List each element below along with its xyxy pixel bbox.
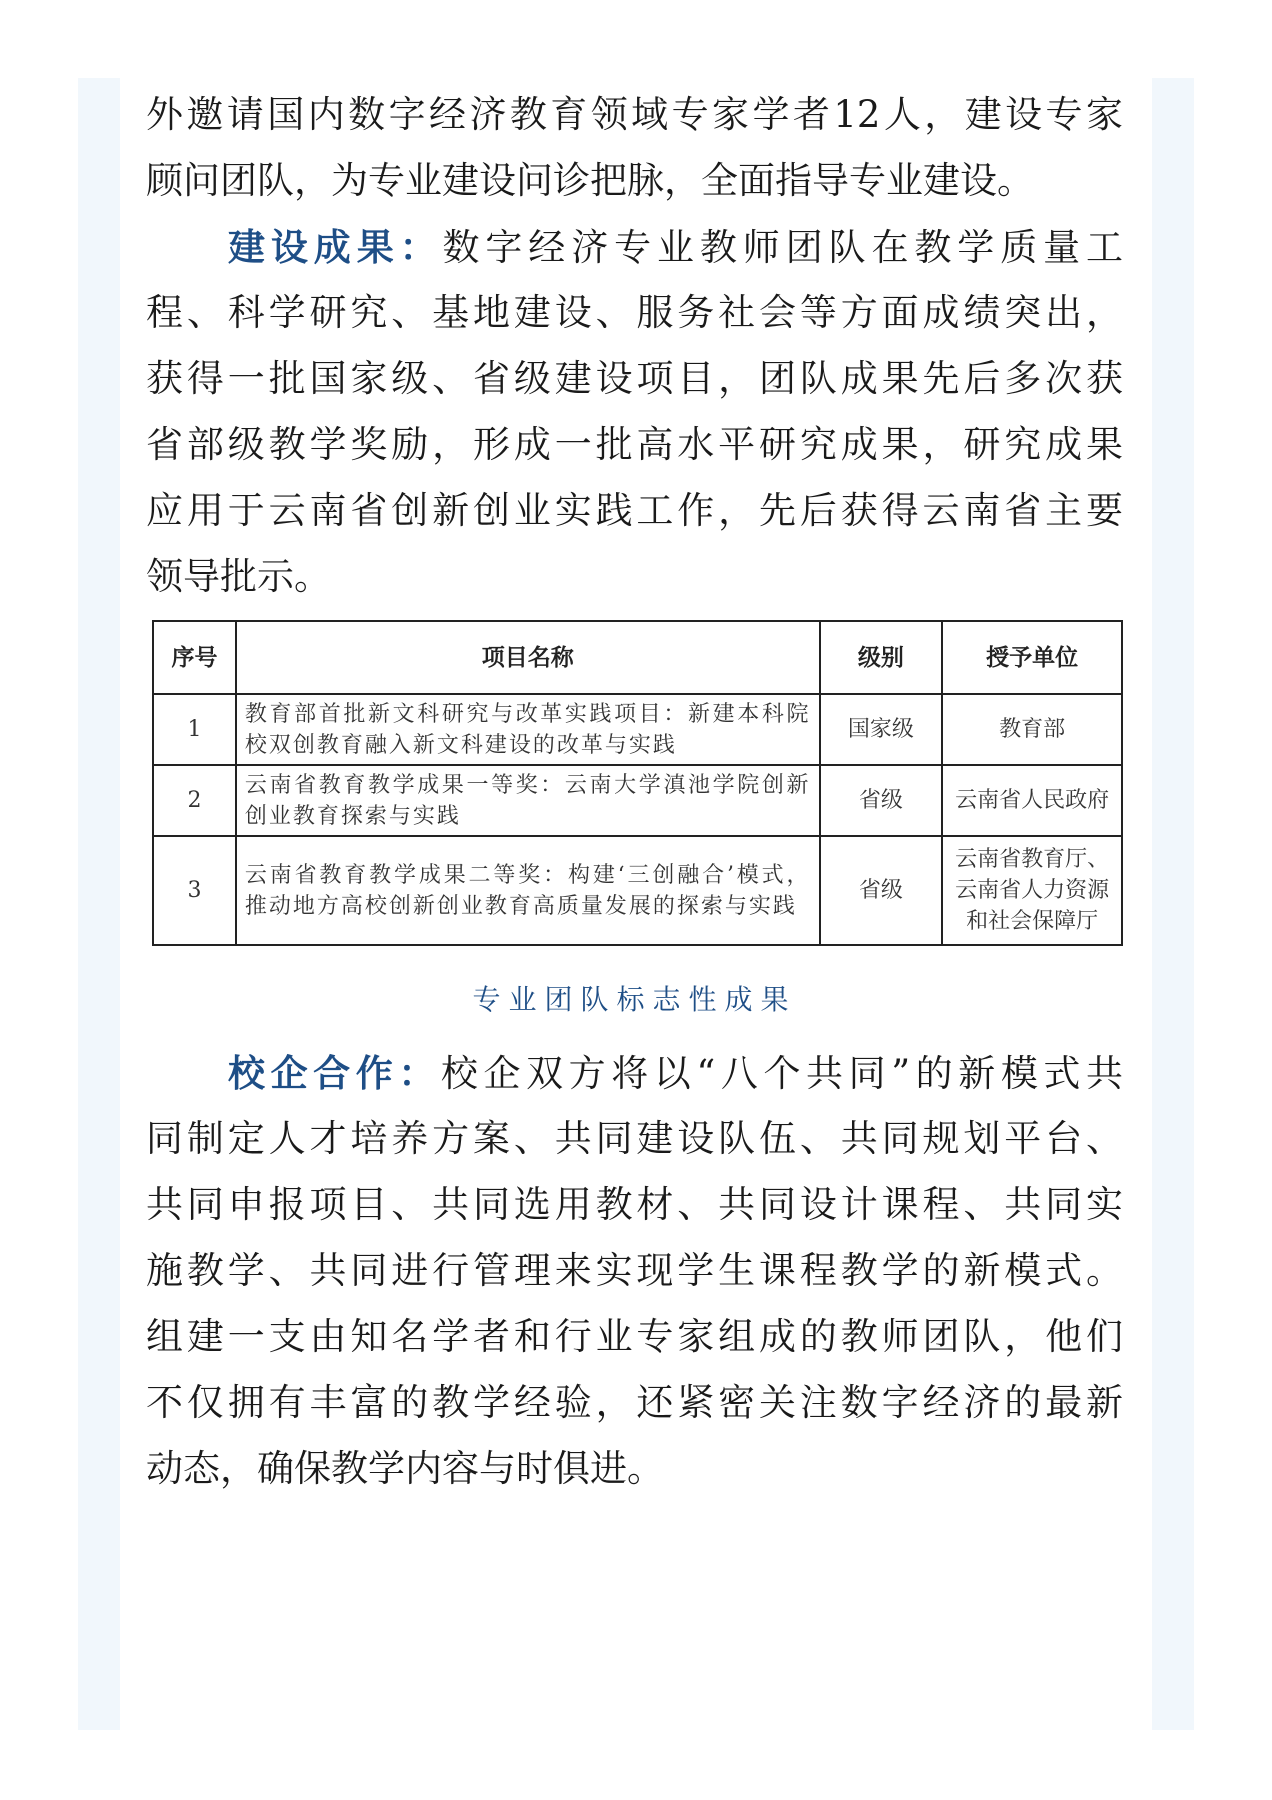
text-line: 顾问团队，为专业建设问诊把脉，全面指导专业建设。: [146, 159, 1034, 202]
cell-level: 国家级: [820, 694, 943, 765]
text-line: 组建一支由知名学者和行业专家组成的教师团队，他们: [146, 1315, 1123, 1358]
text-span: 校企双方将以“八个共同”的新模式共: [440, 1052, 1123, 1095]
cell-no: 3: [153, 836, 236, 945]
header-level: 级别: [820, 621, 943, 694]
cell-unit: 云南省教育厅、云南省人力资源和社会保障厅: [942, 836, 1122, 945]
cell-no: 1: [153, 694, 236, 765]
cell-unit: 教育部: [942, 694, 1122, 765]
section-heading-results: 建设成果：: [228, 225, 443, 269]
text-line: [146, 1040, 1123, 1106]
text-line: 应用于云南省创新创业实践工作，先后获得云南省主要: [146, 489, 1123, 532]
table-row: [153, 836, 1122, 945]
paragraph-cooperation: [146, 1040, 1123, 1502]
section-heading-cooperation: 校企合作：: [228, 1051, 441, 1095]
header-name: 项目名称: [236, 621, 820, 694]
table-header-row: [153, 621, 1122, 694]
text-line: 省部级教学奖励，形成一批高水平研究成果，研究成果: [146, 423, 1123, 466]
table-row: [153, 765, 1122, 836]
cell-name: 云南省教育教学成果一等奖：云南大学滇池学院创新创业教育探索与实践: [236, 765, 820, 836]
cell-unit: 云南省人民政府: [942, 765, 1122, 836]
table-caption: 专业团队标志性成果: [472, 983, 797, 1016]
left-side-strip: [78, 78, 120, 1730]
text-line: 共同申报项目、共同选用教材、共同设计课程、共同实: [146, 1183, 1123, 1226]
text-line: 外邀请国内数字经济教育领域专家学者12人，建设专家: [146, 93, 1123, 136]
text-line: 程、科学研究、基地建设、服务社会等方面成绩突出，: [146, 291, 1123, 334]
achievements-table: [152, 620, 1123, 946]
cell-name: 云南省教育教学成果二等奖：构建‘三创融合’模式，推动地方高校创新创业教育高质量发展的探索与实践: [236, 836, 820, 945]
header-unit: 授予单位: [942, 621, 1122, 694]
text-line: 同制定人才培养方案、共同建设队伍、共同规划平台、: [146, 1117, 1123, 1160]
text-line: 领导批示。: [146, 555, 331, 598]
text-line: 施教学、共同进行管理来实现学生课程教学的新模式。: [146, 1249, 1123, 1292]
cell-level: 省级: [820, 836, 943, 945]
text-line: 动态，确保教学内容与时俱进。: [146, 1447, 664, 1490]
right-side-strip: [1152, 78, 1194, 1730]
cell-name: 教育部首批新文科研究与改革实践项目：新建本科院校双创教育融入新文科建设的改革与实践: [236, 694, 820, 765]
header-no: 序号: [153, 621, 236, 694]
cell-no: 2: [153, 765, 236, 836]
text-span: 数字经济专业教师团队在教学质量工: [442, 226, 1123, 269]
table-row: [153, 694, 1122, 765]
cell-level: 省级: [820, 765, 943, 836]
text-line: 获得一批国家级、省级建设项目，团队成果先后多次获: [146, 357, 1123, 400]
text-line: [146, 214, 1123, 280]
text-line: 不仅拥有丰富的教学经验，还紧密关注数字经济的最新: [146, 1381, 1123, 1424]
paragraph-experts: [146, 82, 1123, 610]
